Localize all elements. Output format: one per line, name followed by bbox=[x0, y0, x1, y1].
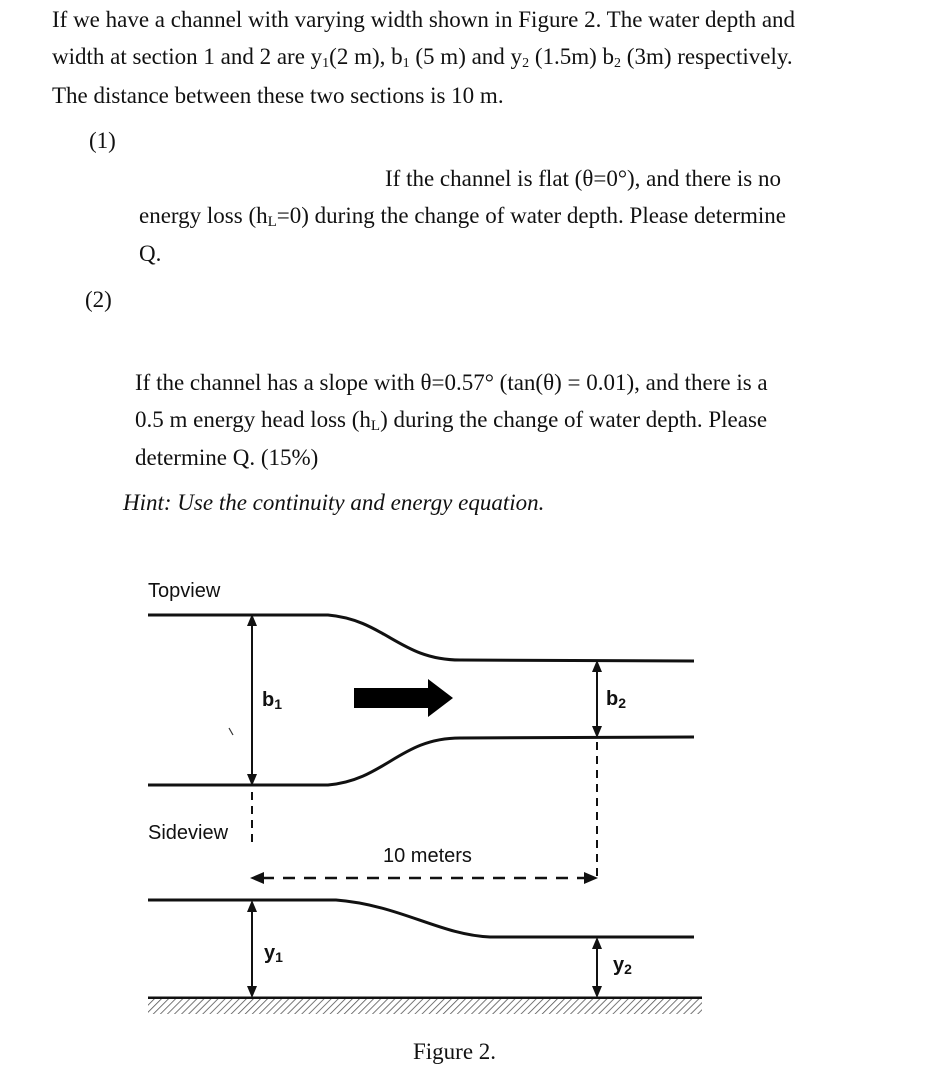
sideview-label-text: Sideview bbox=[148, 822, 229, 844]
intro-line-2-part-e: (3m) respectively. bbox=[621, 44, 793, 69]
b2-label-sub: 2 bbox=[618, 695, 627, 711]
stray-mark bbox=[229, 728, 233, 735]
question-1-number-text: (1) bbox=[89, 128, 116, 153]
b1-label-sub: 1 bbox=[274, 696, 283, 712]
distance-label-text: 10 meters bbox=[383, 845, 472, 867]
topview-label bbox=[148, 580, 220, 603]
b1-label bbox=[262, 689, 282, 712]
b1-label-text: b bbox=[262, 689, 275, 711]
distance-label bbox=[383, 845, 472, 868]
y2-label bbox=[613, 954, 632, 977]
flow-arrow bbox=[354, 679, 453, 717]
y2-label-sub: 2 bbox=[624, 961, 632, 977]
intro-line-2-part-a: width at section 1 and 2 are y bbox=[52, 44, 323, 69]
topview-label-text: Topview bbox=[148, 580, 221, 602]
sideview-water-surface bbox=[148, 900, 694, 937]
b2-subscript: 2 bbox=[614, 56, 622, 71]
question-1-line-2-part-a: energy loss (h bbox=[139, 203, 268, 228]
y1-label bbox=[264, 942, 283, 965]
y1-subscript: 1 bbox=[322, 56, 330, 71]
figure-caption bbox=[413, 1040, 496, 1063]
intro-line-2-part-d: (1.5m) b bbox=[529, 44, 615, 69]
question-2-line-2-part-b: ) during the change of water depth. Please bbox=[380, 407, 768, 432]
y2-arrowhead-bottom bbox=[592, 986, 602, 998]
question-2-number-text: (2) bbox=[85, 287, 112, 312]
b2-label bbox=[606, 688, 626, 711]
question-1-line-3-text: Q. bbox=[139, 241, 162, 266]
intro-line-1-text: If we have a channel with varying width shown in Figure 2. The water depth and bbox=[52, 7, 796, 32]
hl-subscript: L bbox=[267, 214, 277, 230]
y1-arrowhead-top bbox=[247, 900, 257, 912]
figure-caption-text: Figure 2. bbox=[413, 1039, 497, 1064]
distance-arrowhead-right bbox=[584, 872, 598, 884]
topview-upper-wall bbox=[148, 615, 694, 661]
distance-arrowhead-left bbox=[250, 872, 264, 884]
b2-label-text: b bbox=[606, 688, 619, 710]
y2-subscript: 2 bbox=[522, 56, 530, 71]
question-1-line-2-part-b: =0) during the change of water depth. Please determine bbox=[276, 203, 786, 228]
question-2-line-3-text: determine Q. (15%) bbox=[135, 445, 319, 470]
intro-line-2-part-b: (2 m), b bbox=[329, 44, 403, 69]
channel-bed-hatch bbox=[148, 999, 702, 1014]
topview-lower-wall bbox=[148, 737, 694, 785]
intro-line-3-text: The distance between these two sections is 10 m. bbox=[52, 83, 504, 108]
question-1-line-1-text: If the channel is flat (θ=0°), and there is no bbox=[385, 166, 781, 191]
question-2-line-1-text: If the channel has a slope with θ=0.57° (tan(θ) = 0.01), and there is a bbox=[135, 370, 768, 395]
y2-label-text: y bbox=[613, 954, 625, 976]
y1-label-sub: 1 bbox=[275, 949, 283, 965]
y1-arrowhead-bottom bbox=[247, 986, 257, 998]
y1-label-text: y bbox=[264, 942, 276, 964]
hint-text: Hint: Use the continuity and energy equation. bbox=[123, 490, 545, 515]
question-2-line-2-part-a: 0.5 m energy head loss (h bbox=[135, 407, 371, 432]
hl-subscript-2: L bbox=[370, 418, 381, 434]
y2-arrowhead-top bbox=[592, 937, 602, 949]
b1-subscript: 1 bbox=[402, 56, 410, 71]
intro-line-2-part-c: (5 m) and y bbox=[409, 44, 523, 69]
sideview-label bbox=[148, 822, 228, 845]
